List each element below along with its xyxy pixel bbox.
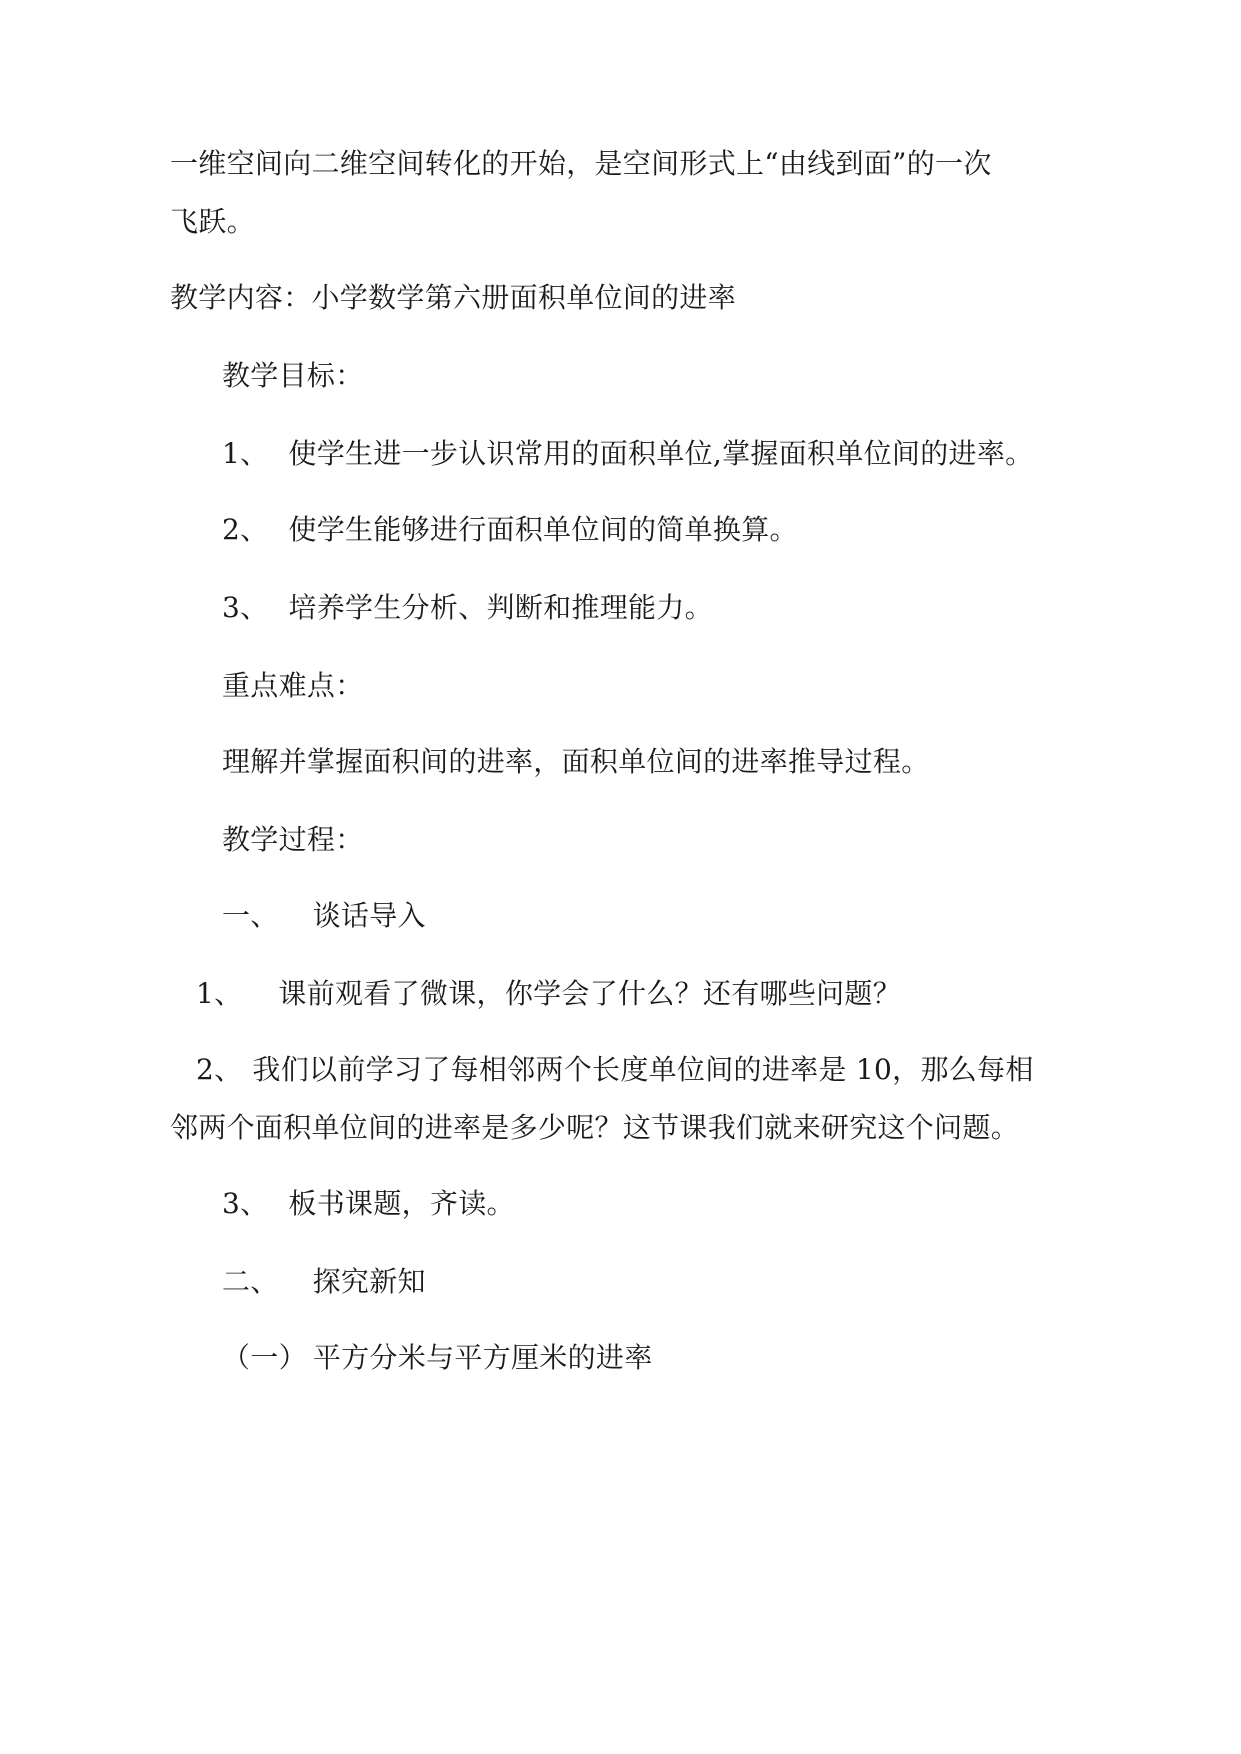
list-number: 2、 — [196, 1053, 243, 1086]
list-item-3 — [222, 1186, 515, 1222]
objective-item-1 — [222, 436, 1033, 472]
section-number: 一、 — [222, 899, 279, 932]
list-text: 板书课题，齐读。 — [288, 1187, 515, 1220]
section-title: 探究新知 — [312, 1265, 426, 1298]
subsection-number: （一） — [222, 1341, 307, 1374]
objective-item-3 — [222, 590, 713, 626]
section-heading-2 — [222, 1264, 426, 1300]
objective-item-2 — [222, 512, 798, 548]
objective-text: 使学生进一步认识常用的面积单位,掌握面积单位间的进率。 — [288, 437, 1034, 470]
list-number: 3、 — [222, 1187, 269, 1220]
objective-number: 2、 — [222, 513, 269, 546]
intro-line-1: 一维空间向二维空间转化的开始，是空间形式上“由线到面”的一次 — [170, 147, 992, 180]
list-item-1 — [196, 976, 901, 1012]
section-heading-1 — [222, 898, 426, 934]
objective-number: 1、 — [222, 437, 269, 470]
list-text: 课前观看了微课，你学会了什么？还有哪些问题？ — [278, 977, 902, 1010]
list-text: 我们以前学习了每相邻两个长度单位间的进率是 10，那么每相 — [252, 1053, 1034, 1086]
section-title: 谈话导入 — [312, 899, 426, 932]
process-heading: 教学过程： — [222, 823, 364, 856]
list-item-2 — [196, 1052, 1034, 1088]
objective-number: 3、 — [222, 591, 269, 624]
objective-text: 使学生能够进行面积单位间的简单换算。 — [288, 513, 798, 546]
list-number: 1、 — [196, 977, 243, 1010]
objectives-heading: 教学目标： — [222, 359, 364, 392]
keypoints-heading: 重点难点： — [222, 669, 364, 702]
objective-text: 培养学生分析、判断和推理能力。 — [288, 591, 713, 624]
subsection-heading-1 — [222, 1340, 653, 1376]
list-item-2-continuation: 邻两个面积单位间的进率是多少呢？这节课我们就来研究这个问题。 — [170, 1111, 1020, 1144]
subsection-title: 平方分米与平方厘米的进率 — [312, 1341, 653, 1374]
section-number: 二、 — [222, 1265, 279, 1298]
keypoints-text: 理解并掌握面积间的进率，面积单位间的进率推导过程。 — [222, 745, 930, 778]
intro-line-2: 飞跃。 — [170, 205, 255, 238]
teaching-content: 教学内容：小学数学第六册面积单位间的进率 — [170, 281, 737, 314]
